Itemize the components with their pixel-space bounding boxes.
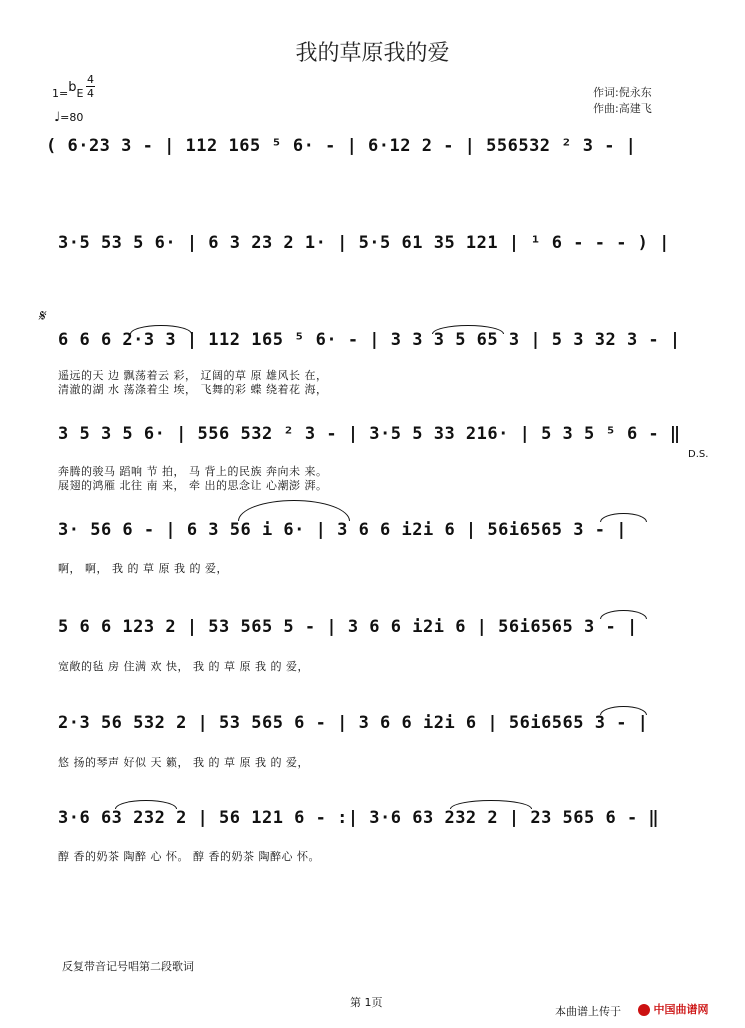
logo-text: 中国曲谱网 [653, 1003, 709, 1016]
dal-segno-mark: D.S. [688, 449, 709, 460]
lyric-row-5: 啊， 啊， 我 的 草 原 我 的 爱， [58, 562, 228, 575]
logo-icon [638, 1004, 650, 1016]
score-row-7: 2·3 56 532 2 | 53 565 6 - | 3 6 6 i2i 6 | 56i6565 3 - | [58, 713, 649, 733]
slur [115, 800, 177, 809]
flat-sign: b [68, 80, 77, 95]
lyricist-credit: 作词:倪永东 [593, 86, 652, 99]
lyric-row-7: 悠 扬的琴声 好似 天 籁， 我 的 草 原 我 的 爱， [58, 756, 309, 769]
key-prefix: 1= [52, 87, 69, 100]
score-row-6: 5 6 6 123 2 | 53 565 5 - | 3 6 6 i2i 6 | 56i6565 3 - | [58, 617, 638, 637]
repeat-note: 反复带音记号唱第二段歌词 [62, 960, 194, 973]
slur [450, 800, 532, 809]
site-logo [638, 1001, 709, 1017]
score-row-5: 3· 56 6 - | 6 3 56 i 6· | 3 6 6 i2i 6 | 56i6565 3 - | [58, 520, 627, 540]
key-signature [52, 80, 84, 101]
lyric-row-3-verse-2: 清澈的湖 水 荡涤着尘 埃， 飞舞的彩 蝶 绕着花 海， [58, 383, 328, 396]
time-signature [86, 74, 95, 99]
segno-icon: 𝄋 [38, 306, 45, 325]
slur [238, 500, 350, 521]
score-row-8: 3·6 63 232 2 | 56 121 6 - :| 3·6 63 232 2 | 23 565 6 - ‖ [58, 808, 660, 828]
upload-note: 本曲谱上传于 [555, 1005, 621, 1018]
time-signature-bottom: 4 [87, 87, 94, 100]
score-row-2: 3·5 53 5 6· | 6 3 23 2 1· | 5·5 61 35 121 | ¹ 6 - - - ) | [58, 233, 670, 253]
slur [600, 610, 647, 619]
slur [432, 325, 504, 334]
lyric-row-3-verse-1: 遥远的天 边 飘荡着云 彩， 辽阔的草 原 雄风长 在， [58, 369, 328, 382]
lyric-row-8: 醇 香的奶茶 陶醉 心 怀。 醇 香的奶茶 陶醉心 怀。 [58, 850, 320, 863]
slur [130, 325, 192, 334]
time-signature-top: 4 [87, 73, 94, 86]
page-title: 我的草原我的爱 [295, 41, 450, 66]
lyric-row-6: 宽敞的毡 房 住满 欢 快， 我 的 草 原 我 的 爱， [58, 660, 309, 673]
key-note: E [76, 87, 84, 100]
page-number: 第 1页 [350, 996, 383, 1009]
score-row-4: 3 5 3 5 6· | 556 532 ² 3 - | 3·5 5 33 216· | 5 3 5 ⁵ 6 - ‖ [58, 424, 681, 444]
lyric-row-4-verse-1: 奔腾的骏马 蹈响 节 拍， 马 背上的民族 奔向未 来。 [58, 465, 328, 478]
tempo-mark [54, 110, 83, 125]
quarter-note-icon: ♩ [54, 110, 61, 125]
slur [600, 513, 647, 522]
slur [600, 706, 647, 715]
lyric-row-4-verse-2: 展翅的鸿雁 北往 南 来， 牵 出的思念让 心潮澎 湃。 [58, 479, 328, 492]
score-row-3: 6 6 6 2·3 3 | 112 165 ⁵ 6· - | 3 3 3 5 65 3 | 5 3 32 3 - | [58, 330, 681, 350]
composer-credit: 作曲:高建飞 [593, 102, 652, 115]
score-row-1: ( 6·23 3 - | 112 165 ⁵ 6· - | 6·12 2 - | 556532 ² 3 - | [46, 136, 637, 156]
tempo-value: =80 [60, 111, 84, 124]
